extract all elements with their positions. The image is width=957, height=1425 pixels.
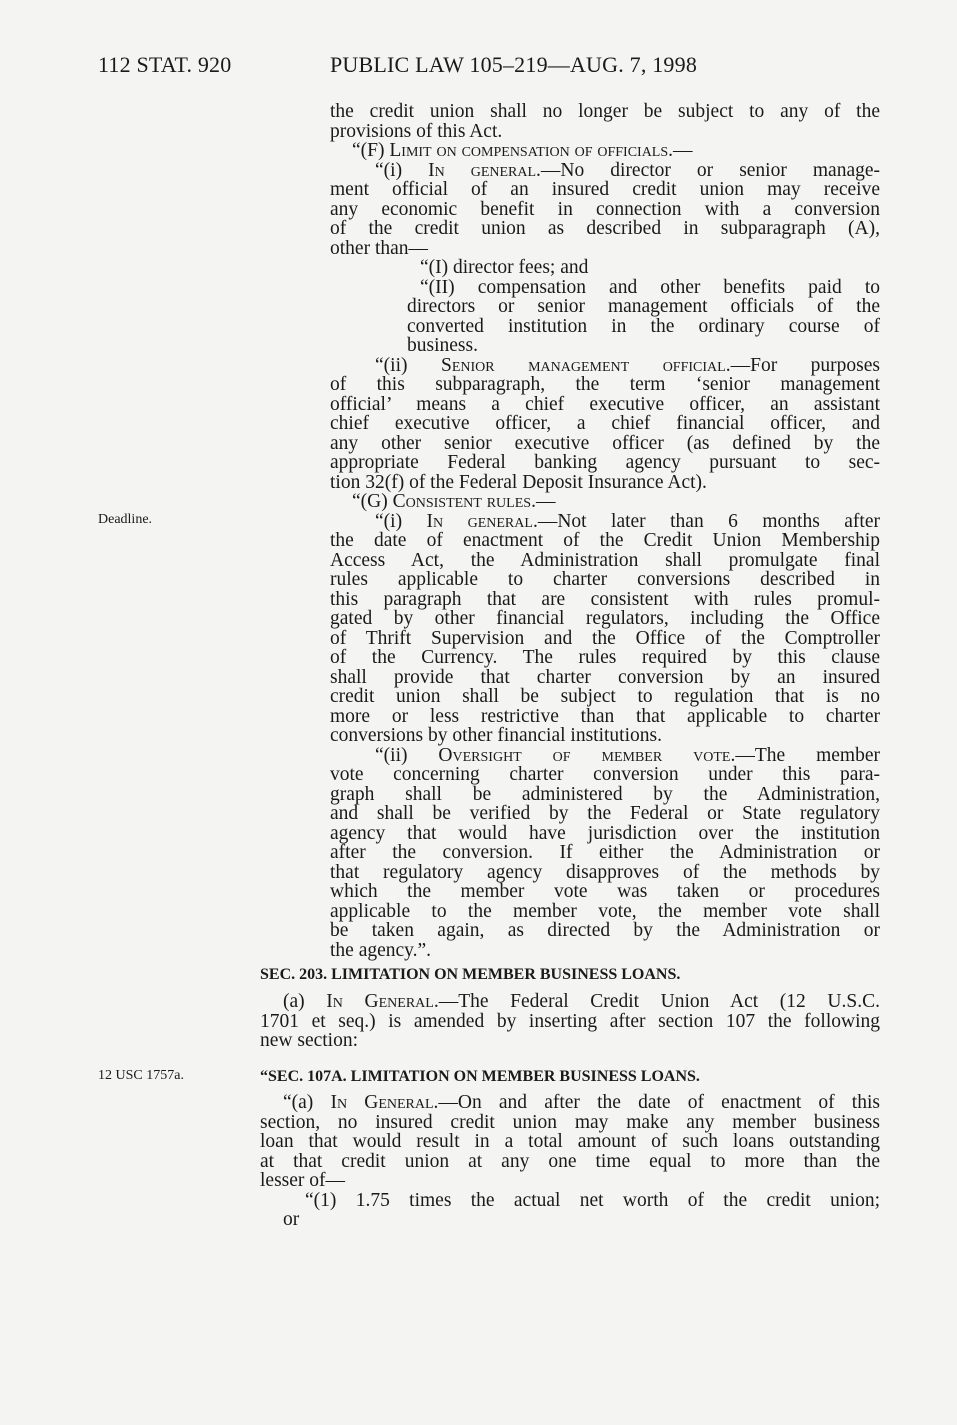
line-text: SEC. 203. LIMITATION ON MEMBER BUSINESS LOANS.	[260, 966, 681, 983]
text-line	[330, 434, 880, 454]
text-line	[330, 882, 880, 902]
line-text: any other senior executive officer (as defined by the	[330, 432, 880, 454]
line-text: official’ means a chief executive officer, an assistant	[330, 393, 880, 415]
text-line	[330, 102, 880, 122]
line-text: .—	[668, 140, 693, 162]
line-text: of the Currency. The rules required by this clause	[330, 647, 880, 669]
line-text: the date of enactment of the Credit Union Membership	[330, 530, 880, 552]
text-line	[283, 1093, 880, 1113]
small-caps-heading: In General	[330, 1092, 434, 1113]
line-text: .—For purposes	[725, 354, 881, 376]
text-line	[330, 863, 880, 883]
line-text: .—No director or senior manage-	[536, 159, 880, 181]
text-line	[407, 297, 880, 317]
line-text: “SEC. 107A. LIMITATION ON MEMBER BUSINESS LOANS.	[260, 1068, 700, 1085]
text-line	[260, 1012, 880, 1032]
line-text: .—The Federal Credit Union Act (12 U.S.C.	[433, 991, 880, 1012]
line-text: graph shall be administered by the Administration,	[330, 783, 880, 805]
margin-note-deadline: Deadline.	[98, 512, 153, 527]
text-line	[330, 726, 662, 746]
line-text: .—On and after the date of enactment of this	[433, 1092, 880, 1113]
text-line	[330, 687, 880, 707]
line-text: agency that would have jurisdiction over the institution	[330, 822, 880, 844]
text-line	[260, 1171, 345, 1191]
line-text: of the credit union as described in subparagraph (A),	[330, 218, 880, 240]
line-text: ment official of an insured credit union may receive	[330, 179, 880, 201]
small-caps-heading: Senior management official	[440, 354, 726, 376]
text-line	[420, 278, 880, 298]
line-text: 1701 et seq.) is amended by inserting after section 107 the following	[260, 1011, 880, 1032]
line-text: or	[283, 1209, 300, 1230]
text-line	[260, 1031, 358, 1051]
text-line	[330, 219, 880, 239]
line-text: .—The member	[730, 744, 880, 766]
line-text: (a)	[283, 991, 327, 1012]
line-text: shall provide that charter conversion by an insured	[330, 666, 880, 688]
line-text: “(ii)	[375, 744, 439, 766]
text-line	[420, 258, 588, 278]
section-heading	[260, 1067, 700, 1087]
small-caps-heading: Consistent rules	[392, 491, 532, 513]
section-heading	[260, 965, 680, 985]
text-line	[330, 609, 880, 629]
text-line	[330, 648, 880, 668]
text-line	[330, 941, 431, 961]
text-line	[260, 1132, 880, 1152]
line-text: “(a)	[283, 1092, 331, 1113]
text-line	[375, 356, 880, 376]
line-text: “(1) 1.75 times the actual net worth of the credit union;	[305, 1190, 880, 1211]
line-text: .—	[531, 491, 556, 513]
text-line	[330, 765, 880, 785]
line-text: “(ii)	[375, 354, 441, 376]
small-caps-heading: Limit on compensation of officials	[389, 140, 669, 162]
margin-note-usc: 12 USC 1757a.	[98, 1068, 184, 1083]
line-text: conversions by other financial institutions.	[330, 725, 662, 747]
text-line	[330, 453, 880, 473]
text-line	[330, 629, 880, 649]
text-line	[330, 843, 880, 863]
text-line	[260, 1152, 880, 1172]
text-line	[260, 1113, 880, 1133]
line-text: be taken again, as directed by the Administration or	[330, 920, 880, 942]
text-line	[352, 141, 693, 161]
line-text: new section:	[260, 1030, 359, 1051]
text-line	[407, 336, 478, 356]
line-text: this paragraph that are consistent with rules promul-	[330, 588, 880, 610]
line-text: any economic benefit in connection with a conversion	[330, 198, 880, 220]
text-line	[375, 746, 880, 766]
text-line	[330, 785, 880, 805]
line-text: .—Not later than 6 months after	[532, 510, 880, 532]
line-text: gated by other financial regulators, including the Office	[330, 608, 880, 630]
line-text: after the conversion. If either the Administration or	[330, 842, 880, 864]
text-line	[330, 921, 880, 941]
text-line	[330, 570, 880, 590]
text-line	[330, 180, 880, 200]
line-text: appropriate Federal banking agency pursuant to sec-	[330, 452, 880, 474]
small-caps-heading: In general	[428, 159, 537, 181]
text-line	[330, 902, 880, 922]
line-text: “(i)	[375, 510, 427, 532]
small-caps-heading: In General	[326, 991, 434, 1012]
text-line	[283, 1210, 299, 1230]
text-line	[330, 395, 880, 415]
text-line	[407, 317, 880, 337]
small-caps-heading: Oversight of member vote	[438, 744, 731, 766]
line-text: “(G)	[352, 491, 393, 513]
line-text: applicable to the member vote, the member vote shall	[330, 900, 880, 922]
line-text: section, no insured credit union may make any member business	[260, 1112, 880, 1133]
text-line	[283, 992, 880, 1012]
text-line	[330, 668, 880, 688]
text-line	[330, 239, 428, 259]
line-text: of this subparagraph, the term ‘senior management	[330, 374, 880, 396]
text-line	[330, 473, 707, 493]
text-line	[305, 1191, 880, 1211]
text-line	[352, 492, 555, 512]
line-text: provisions of this Act.	[330, 120, 503, 142]
text-line	[375, 512, 880, 532]
line-text: chief executive officer, a chief financial officer, and	[330, 413, 880, 435]
line-text: “(I) director fees; and	[420, 257, 589, 279]
line-text: of Thrift Supervision and the Office of the Comptroller	[330, 627, 880, 649]
line-text: “(II) compensation and other benefits paid to	[420, 276, 880, 298]
text-line	[330, 200, 880, 220]
line-text: “(i)	[375, 159, 429, 181]
line-text: business.	[407, 335, 478, 357]
text-line	[330, 824, 880, 844]
text-line	[330, 122, 502, 142]
line-text: more or less restrictive than that applicable to charter	[330, 705, 880, 727]
line-text: the credit union shall no longer be subject to any of the	[330, 101, 880, 122]
small-caps-heading: In general	[426, 510, 533, 532]
text-line	[330, 804, 880, 824]
text-line	[375, 161, 880, 181]
line-text: Access Act, the Administration shall promulgate final	[330, 549, 880, 571]
line-text: tion 32(f) of the Federal Deposit Insurance Act).	[330, 471, 707, 493]
line-text: which the member vote was taken or procedures	[330, 881, 880, 903]
text-line	[330, 414, 880, 434]
line-text: vote concerning charter conversion under this para-	[330, 764, 880, 786]
line-text: the agency.”.	[330, 939, 432, 961]
text-line	[330, 551, 880, 571]
line-text: rules applicable to charter conversions described in	[330, 569, 880, 591]
text-line	[330, 375, 880, 395]
text-line	[330, 707, 880, 727]
line-text: “(F)	[352, 140, 390, 162]
line-text: credit union shall be subject to regulation that is no	[330, 686, 880, 708]
text-line	[330, 590, 880, 610]
page-number: 112 STAT. 920	[98, 52, 232, 77]
running-header: PUBLIC LAW 105–219—AUG. 7, 1998	[330, 52, 698, 77]
line-text: at that credit union at any one time equal to more than the	[260, 1151, 880, 1172]
text-line	[330, 531, 880, 551]
line-text: directors or senior management officials of the	[407, 296, 880, 318]
line-text: lesser of—	[260, 1170, 346, 1191]
line-text: other than—	[330, 237, 429, 259]
line-text: that regulatory agency disapproves of the methods by	[330, 861, 880, 883]
line-text: converted institution in the ordinary course of	[407, 315, 880, 337]
line-text: loan that would result in a total amount of such loans outstanding	[260, 1131, 880, 1152]
line-text: and shall be verified by the Federal or State regulatory	[330, 803, 880, 825]
